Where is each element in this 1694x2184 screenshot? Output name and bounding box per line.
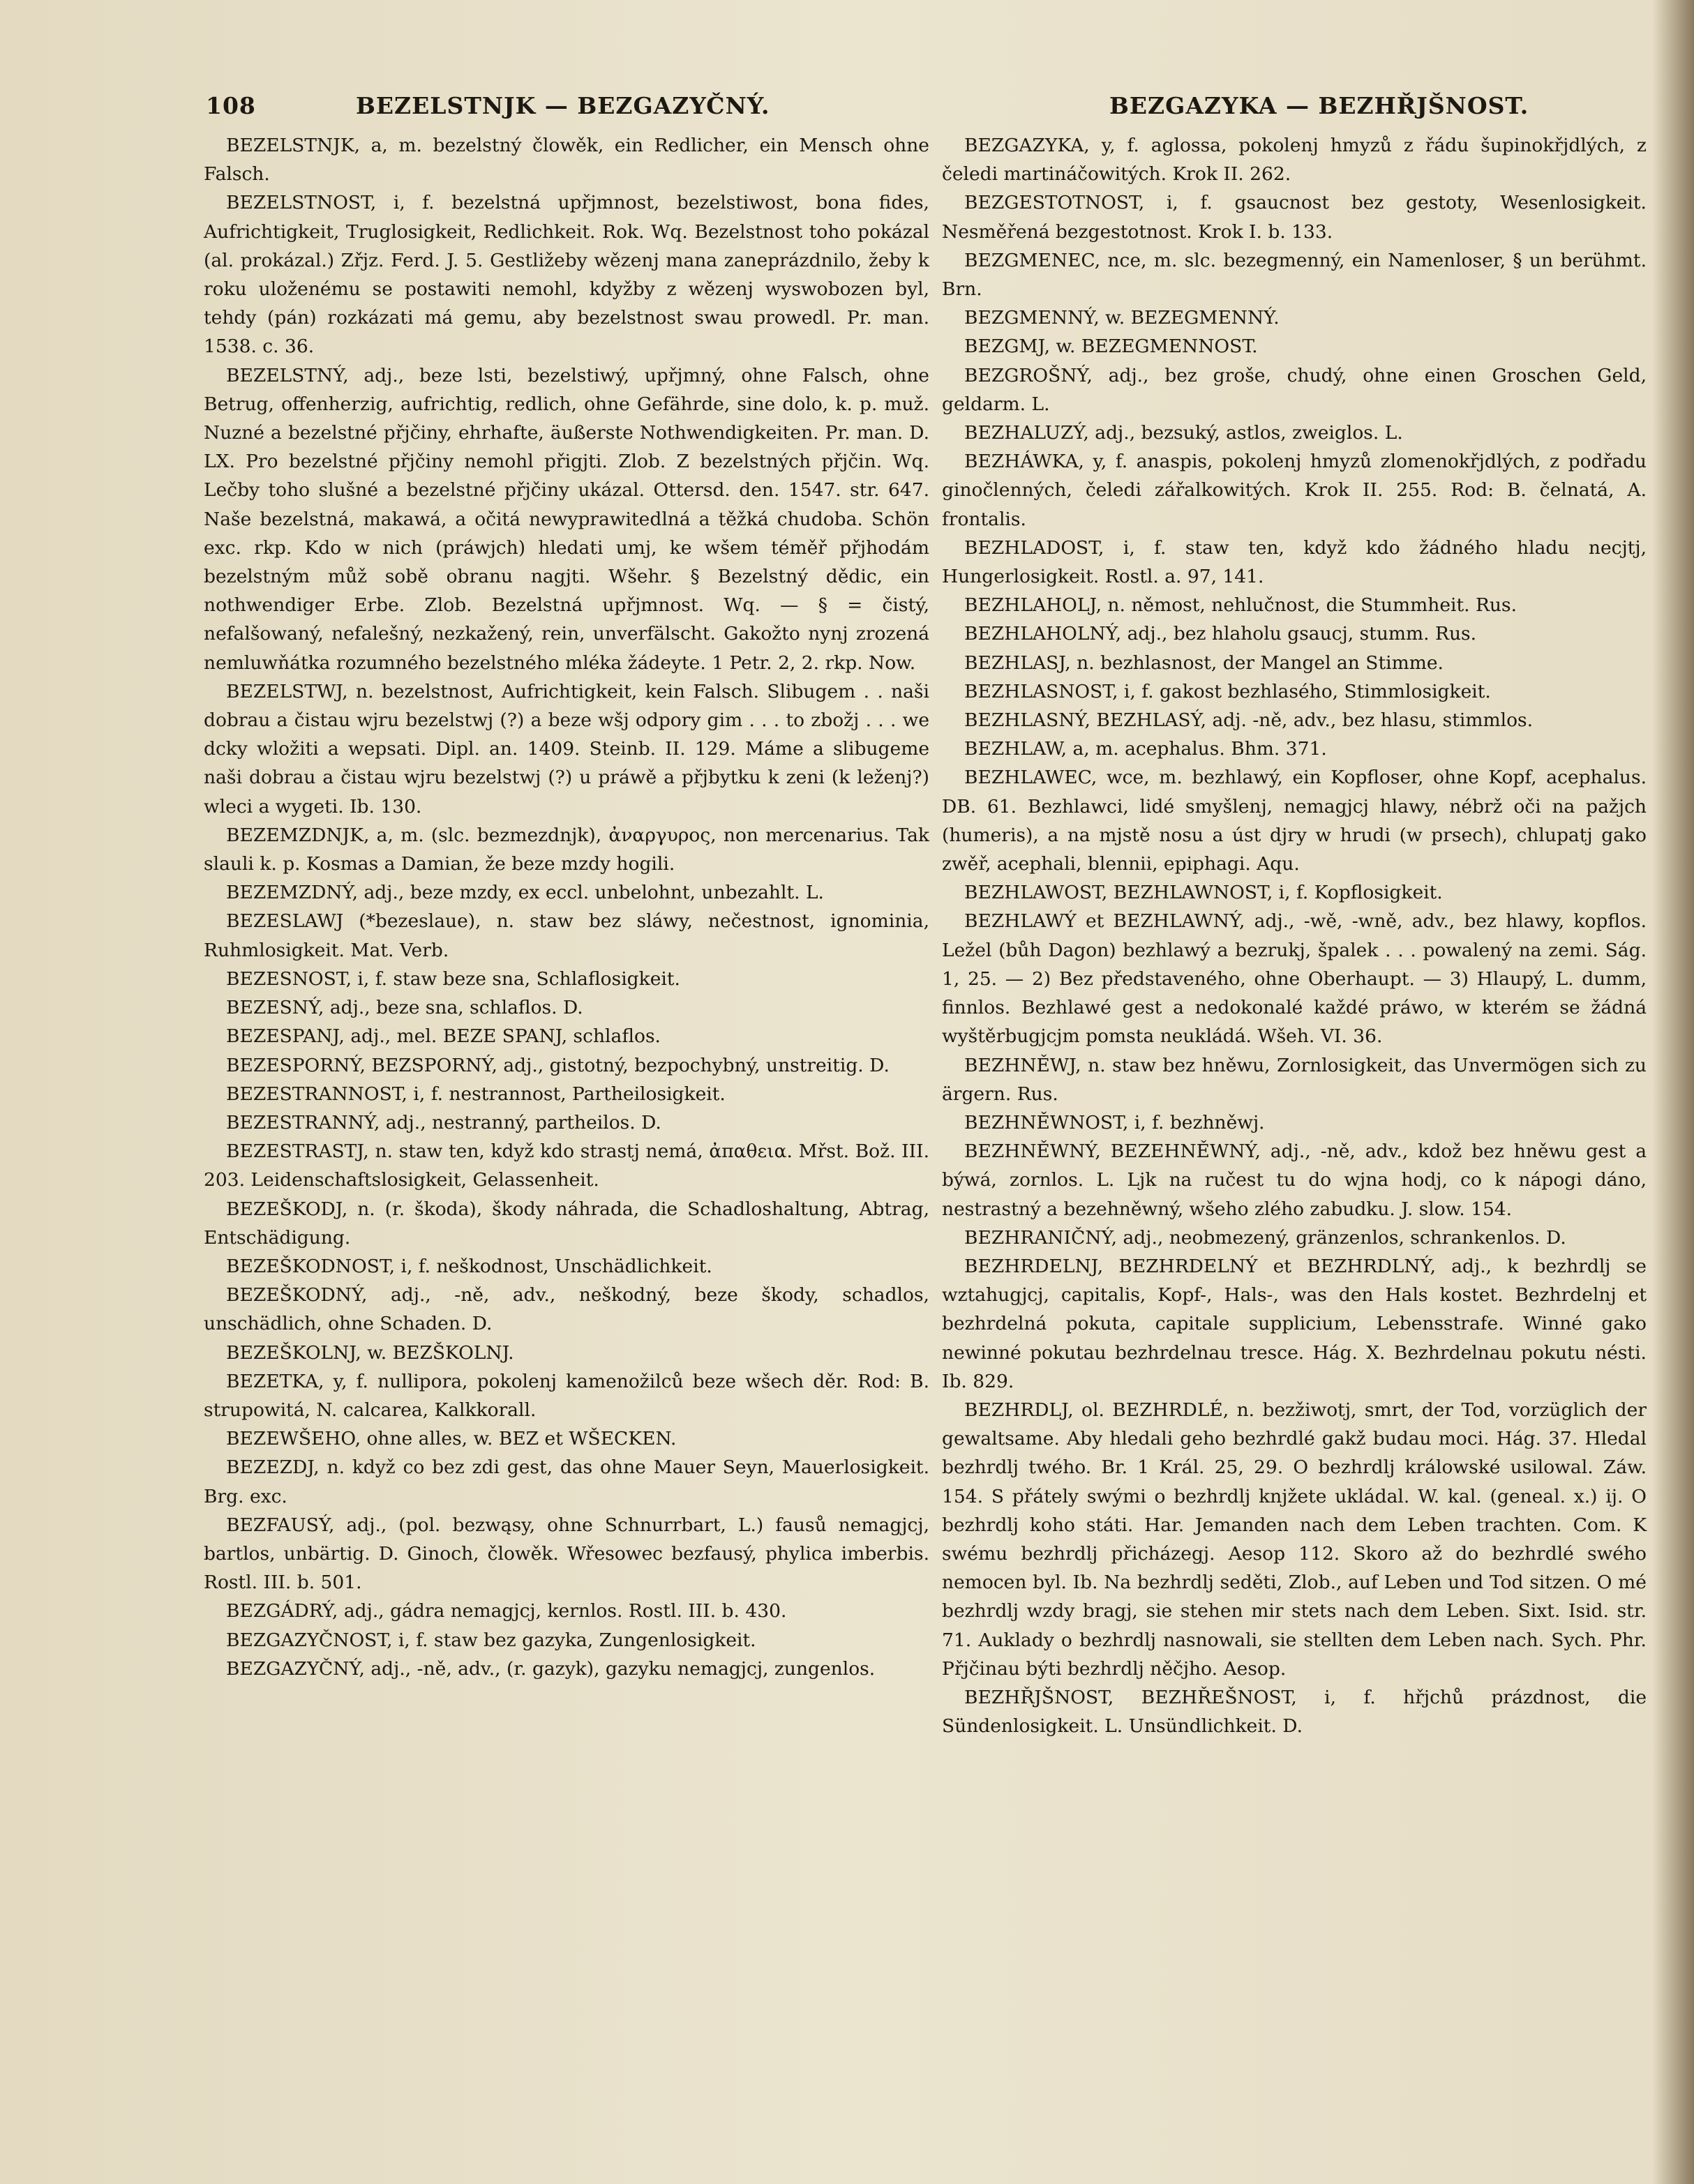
dictionary-entry: BEZHNĚWNOST, i, f. bezhněwj. [964, 1111, 1265, 1134]
dictionary-entry: BEZGMENNÝ, w. BEZEGMENNÝ. [964, 307, 1280, 329]
dictionary-entry: BEZEŠKODJ, n. (r. škoda), škody náhrada, die Schadloshaltung, Abtrag, Entschädigung. [204, 1198, 929, 1249]
dictionary-entry: BEZESTRASTJ, n. staw ten, když kdo strastj nemá, ἀπαθεια. Mřst. Bož. III. 203. Leidenschaftslosigkeit, Gelassenheit. [204, 1140, 929, 1191]
left-column [204, 131, 929, 1683]
dictionary-entry: BEZFAUSÝ, adj., (pol. bezwąsy, ohne Schnurrbart, L.) fausů nemagjcj, bartlos, unbärtig. D. Ginoch, člowěk. Wřesowec bezfausý, phylica imberbis. Rostl. III. b. 501. [204, 1514, 929, 1594]
dictionary-entry: BEZHLAHOLJ, n. němost, nehlučnost, die Stummheit. Rus. [964, 594, 1517, 617]
dictionary-entry: BEZELSTNJK, a, m. bezelstný člowěk, ein Redlicher, ein Mensch ohne Falsch. [204, 135, 929, 186]
dictionary-entry: BEZHŘJŠNOST, BEZHŘEŠNOST, i, f. hřjchů prázdnost, die Sündenlosigkeit. L. Unsündlichkeit. D. [942, 1686, 1647, 1738]
dictionary-entry: BEZESTRANNOST, i, f. nestrannost, Partheilosigkeit. [226, 1083, 726, 1105]
dictionary-entry: BEZGROŠNÝ, adj., bez groše, chudý, ohne einen Groschen Geld, geldarm. L. [942, 364, 1647, 415]
dictionary-entry: BEZGAZYČNÝ, adj., -ně, adv., (r. gazyk), gazyku nemagjcj, zungenlos. [226, 1657, 876, 1680]
dictionary-entry: BEZGMENEC, nce, m. slc. bezegmenný, ein Namenloser, § un berühmt. Brn. [942, 249, 1647, 301]
dictionary-entry: BEZHLASNÝ, BEZHLASÝ, adj. -ně, adv., bez hlasu, stimmlos. [964, 709, 1534, 732]
dictionary-entry: BEZHLADOST, i, f. staw ten, když kdo žádného hladu necjtj, Hungerlosigkeit. Rostl. a. 97, 141. [942, 536, 1647, 588]
dictionary-entry: BEZHLAHOLNÝ, adj., bez hlaholu gsaucj, stumm. Rus. [964, 623, 1477, 645]
dictionary-entry: BEZEMZDNJK, a, m. (slc. bezmezdnjk), ἀναργυρος, non mercenarius. Tak slauli k. p. Kosmas a Damian, že beze mzdy hogili. [204, 824, 929, 875]
dictionary-entry: BEZHNĚWJ, n. staw bez hněwu, Zornlosigkeit, das Unvermögen sich zu ärgern. Rus. [942, 1054, 1647, 1105]
dictionary-entry: BEZGÁDRÝ, adj., gádra nemagjcj, kernlos. Rostl. III. b. 430. [226, 1600, 787, 1622]
dictionary-entry: BEZESTRANNÝ, adj., nestranný, partheilos. D. [226, 1111, 661, 1134]
dictionary-entry: BEZHÁWKA, y, f. anaspis, pokolenj hmyzů zlomenokřjdlých, z podřadu ginočlenných, čeledi zářalkowitých. Krok II. 255. Rod: B. čelnatá, A. frontalis. [942, 451, 1647, 530]
dictionary-entry: BEZESNÝ, adj., beze sna, schlaflos. D. [226, 997, 583, 1019]
dictionary-entry: BEZHRANIČNÝ, adj., neobmezený, gränzenlos, schrankenlos. D. [964, 1226, 1566, 1249]
dictionary-entry: BEZHLAWÝ et BEZHLAWNÝ, adj., -wě, -wně, adv., bez hlawy, kopflos. Ležel (bůh Dagon) bezhlawý a bezrukj, špalek . . . powalený na zemi. Ság. 1, 25. — 2) Bez představeného, ohne Oberhaupt. — 3) Hlaupý, L. dumm, finnlos. Bezhlawé gest a nedokonalé každé práwo, w kterém se žádná wyštěrbugjcjm pomsta neukládá. Wšeh. VI. 36. [942, 910, 1647, 1048]
dictionary-entry: BEZGAZYČNOST, i, f. staw bez gazyka, Zungenlosigkeit. [226, 1629, 756, 1651]
dictionary-entry: BEZHLAWOST, BEZHLAWNOST, i, f. Kopflosigkeit. [964, 882, 1443, 904]
dictionary-entry: BEZEZDJ, n. když co bez zdi gest, das ohne Mauer Seyn, Mauerlosigkeit. Brg. exc. [204, 1456, 929, 1507]
dictionary-entry: BEZESNOST, i, f. staw beze sna, Schlaflosigkeit. [226, 967, 680, 990]
dictionary-entry: BEZEWŠEHO, ohne alles, w. BEZ et WŠECKEN. [226, 1428, 677, 1450]
dictionary-entry: BEZEMZDNÝ, adj., beze mzdy, ex eccl. unbelohnt, unbezahlt. L. [226, 882, 824, 904]
dictionary-entry: BEZEŠKOLNJ, w. BEZŠKOLNJ. [226, 1341, 514, 1364]
right-running-head: BEZGAZYKA — BEZHŘJŠNOST. [1109, 92, 1529, 119]
dictionary-entry: BEZHRDELNJ, BEZHRDELNÝ et BEZHRDLNÝ, adj., k bezhrdlj se wztahugjcj, capitalis, Kopf-, Hals-, was den Hals kostet. Bezhrdelnj et bezhrdelná pokuta, capitale supplicium, Lebensstrafe. Winné gako newinné pokutau bezhrdelnau tresce. Hág. X. Bezhrdelnau pokutu nésti. Ib. 829. [942, 1255, 1647, 1392]
dictionary-entry: BEZELSTNOST, i, f. bezelstná upřjmnost, bezelstiwost, bona fides, Aufrichtigkeit, Truglosigkeit, Redlichkeit. Rok. Wq. Bezelstnost toho pokázal (al. prokázal.) Zřjz. Ferd. J. 5. Gestližeby wězenj mana zaneprázdnilo, žeby k roku uloženému se postawiti nemohl, kdyžby z wězenj wyswobozen byl, tehdy (pán) rozkázati má gemu, aby bezelstnost swau prowedl. Pr. man. 1538. c. 36. [204, 192, 929, 358]
dictionary-entry: BEZHNĚWNÝ, BEZEHNĚWNÝ, adj., -ně, adv., kdož bez hněwu gest a býwá, zornlos. L. Ljk na ručest tu do wjna hodj, co k nápogi dáno, nestrastný a bezehněwný, wšeho zlého zabudku. J. slow. 154. [942, 1140, 1647, 1220]
dictionary-entry: BEZELSTWJ, n. bezelstnost, Aufrichtigkeit, kein Falsch. Slibugem . . naši dobrau a čistau wjru bezelstwj (?) a beze wšj odpory gim . . . to zbožj . . . we dcky wložiti a wepsati. Dipl. an. 1409. Steinb. II. 129. Máme a slibugeme naši dobrau a čistau wjru bezelstwj (?) u práwě a přjbytku k zeni (k leženj?) wleci a wygeti. Ib. 130. [204, 680, 929, 818]
dictionary-entry: BEZETKA, y, f. nullipora, pokolenj kamenožilců beze wšech děr. Rod: B. strupowitá, N. calcarea, Kalkkorall. [204, 1370, 929, 1421]
dictionary-entry: BEZEŠKODNÝ, adj., -ně, adv., neškodný, beze škody, schadlos, unschädlich, ohne Schaden. D. [204, 1284, 929, 1335]
dictionary-entry: BEZHLAWEC, wce, m. bezhlawý, ein Kopfloser, ohne Kopf, acephalus. DB. 61. Bezhlawci, lidé smyšlenj, nemagjcj hlawy, nébrž oči na pažjch (humeris), a na mjstě nosu a úst djry w hrudi (w prsech), chlupatj gako zwěř, acephali, blennii, epiphagi. Aqu. [942, 767, 1647, 875]
dictionary-entry: BEZHALUZÝ, adj., bezsuký, astlos, zweiglos. L. [964, 422, 1403, 444]
dictionary-entry: BEZEŠKODNOST, i, f. neškodnost, Unschädlichkeit. [226, 1255, 712, 1277]
dictionary-entry: BEZESLAWJ (*bezeslaue), n. staw bez sláwy, nečestnost, ignominia, Ruhmlosigkeit. Mat. Verb. [204, 910, 929, 961]
dictionary-entry: BEZELSTNÝ, adj., beze lsti, bezelstiwý, upřjmný, ohne Falsch, ohne Betrug, offenherzig, aufrichtig, redlich, ohne Gefährde, sine dolo, k. p. muž. Nuzné a bezelstné přjčiny, ehrhafte, äußerste Nothwendigkeiten. Pr. man. D. LX. Pro bezelstné přjčiny nemohl přigjti. Zlob. Z bezelstných přjčin. Wq. Lečby toho slušné a bezelstné přjčiny ukázal. Ottersd. den. 1547. str. 647. Naše bezelstná, makawá, a očitá newyprawitedlná a těžká chudoba. Schön exc. rkp. Kdo w nich (práwjch) hledati umj, ke wšem téměř přjhodám bezelstným můž sobě obranu nagjti. Wšehr. § Bezelstný dědic, ein nothwendiger Erbe. Zlob. Bezelstná upřjmnost. Wq. — § = čistý, nefalšowaný, nefalešný, nezkažený, rein, unverfälscht. Gakožto nynj zrozená nemluwňátka rozumného bezelstného mléka žádeyte. 1 Petr. 2, 2. rkp. Now. [204, 364, 929, 674]
dictionary-entry: BEZHRDLJ, ol. BEZHRDLÉ, n. bezžiwotj, smrt, der Tod, vorzüglich der gewaltsame. Aby hledali geho bezhrdlé gakž budau moci. Hág. 37. Hledal bezhrdlj twého. Br. 1 Král. 25, 29. O bezhrdlj králowské usilowal. Záw. 154. S přátely swými o bezhrdlj knjžete ukládal. W. kal. (geneal. x.) ij. O bezhrdlj koho státi. Har. Jemanden nach dem Leben trachten. Com. K swému bezhrdlj přicházegj. Aesop 112. Skoro až do bezhrdlé swého nemocen byl. Ib. Na bezhrdlj seděti, Zlob., auf Leben und Tod sitzen. O mé bezhrdlj wzdy bragj, sie stehen mir stets nach dem Leben. Sixt. Isid. str. 71. Auklady o bezhrdlj nasnowali, sie stellten dem Leben nach. Sych. Phr. Přjčinau býti bezhrdlj něčjho. Aesop. [942, 1399, 1647, 1680]
dictionary-entry: BEZGMJ, w. BEZEGMENNOST. [964, 336, 1258, 358]
right-column [942, 131, 1647, 1740]
dictionary-entry: BEZESPANJ, adj., mel. BEZE SPANJ, schlaflos. [226, 1025, 661, 1048]
dictionary-entry: BEZGESTOTNOST, i, f. gsaucnost bez gestoty, Wesenlosigkeit. Nesměřená bezgestotnost. Krok I. b. 133. [942, 192, 1647, 243]
dictionary-entry: BEZESPORNÝ, BEZSPORNÝ, adj., gistotný, bezpochybný, unstreitig. D. [226, 1054, 890, 1076]
dictionary-entry: BEZHLASJ, n. bezhlasnost, der Mangel an Stimme. [964, 652, 1444, 674]
dictionary-entry: BEZHLASNOST, i, f. gakost bezhlasého, Stimmlosigkeit. [964, 680, 1491, 702]
dictionary-entry: BEZHLAW, a, m. acephalus. Bhm. 371. [964, 738, 1327, 760]
dictionary-entry: BEZGAZYKA, y, f. aglossa, pokolenj hmyzů z řádu šupinokřjdlých, z čeledi martináčowitých. Krok II. 262. [942, 135, 1647, 186]
page-number: 108 [206, 92, 256, 119]
page-edge-shadow [1652, 0, 1694, 2184]
left-running-head: BEZELSTNJK — BEZGAZYČNÝ. [356, 92, 770, 119]
